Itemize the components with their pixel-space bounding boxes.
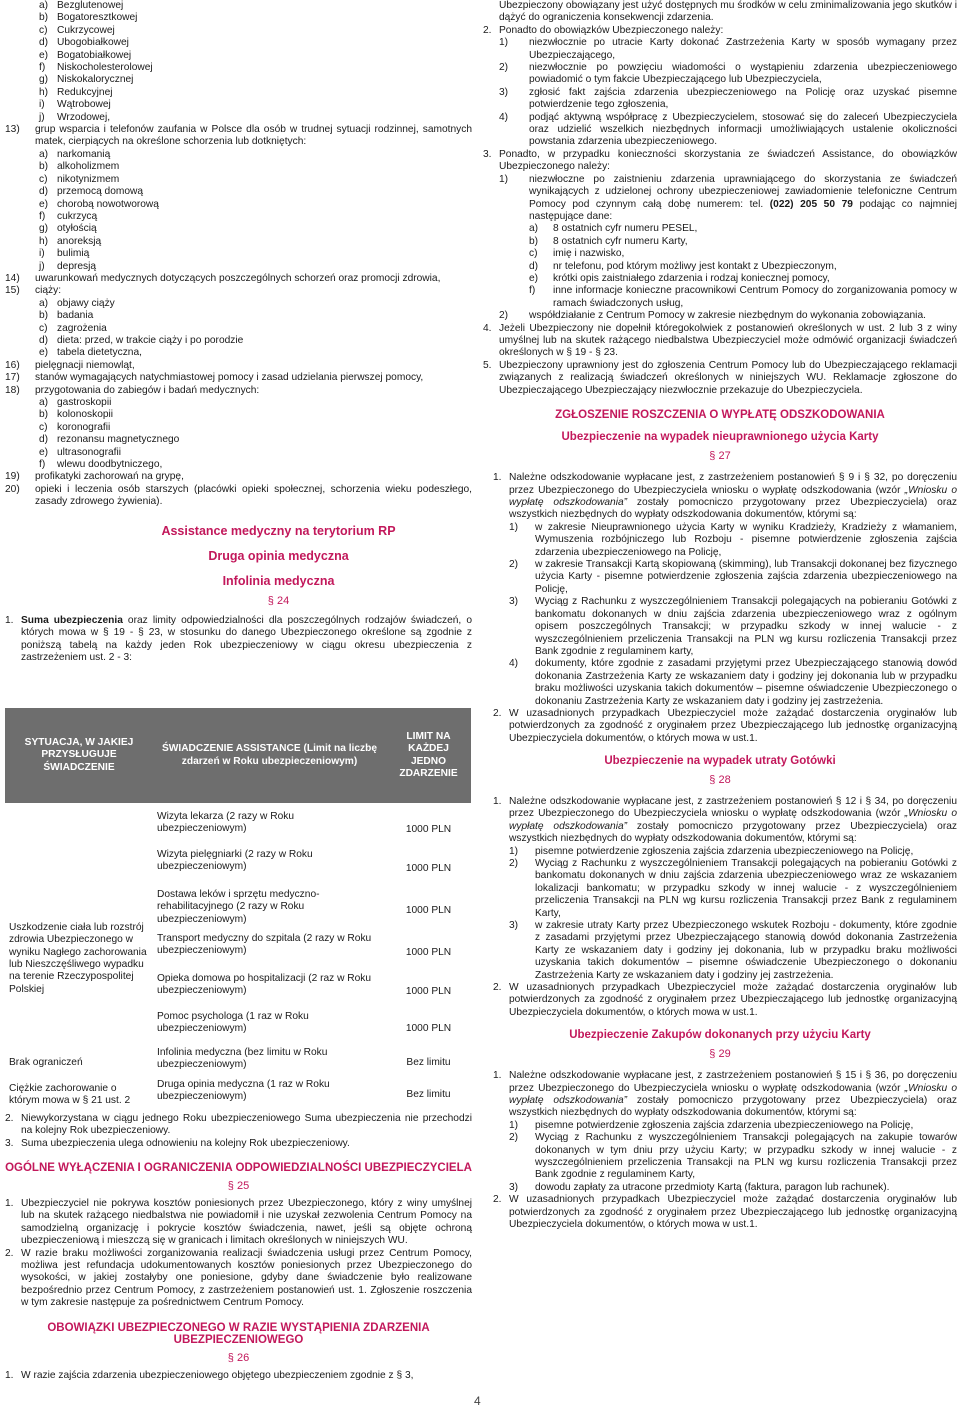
limit-cell: Bez limitu	[406, 1088, 451, 1100]
list-item-label: f)	[529, 285, 536, 297]
list-item	[509, 1132, 957, 1182]
list-item	[39, 37, 472, 49]
paragraph-27-1: 1. Należne odszkodowanie wypłacane jest, z zastrzeżeniem postanowień § 9 i § 32, po doręczeniu przez Ubezpieczonego do Ubezpieczyciela wniosku o wypłatę odszkodowania (wzór „Wniosku o wypłatę odszkodowania” zostały pomocniczo przygotowany przez Ubezpieczyciela) oraz wszystkich niezbędnych do wypłaty odszkodowania dokumentów, którymi są:	[493, 472, 957, 521]
list-item	[39, 25, 472, 37]
item-16: 16) pielęgnacji niemowląt,	[5, 359, 135, 371]
list-item-label: d)	[39, 434, 49, 446]
benefit-cell: Wizyta lekarza (2 razy w Roku ubezpieczeniowym)	[157, 811, 294, 835]
paragraph-26-3-2: 2) współdziałanie z Centrum Pomocy w zakresie niezbędnym do wykonania zobowiązania.	[499, 310, 926, 322]
right-column	[483, 0, 957, 1231]
limit-cell: 1000 PLN	[405, 823, 452, 835]
list-item	[39, 211, 472, 223]
item-14: 14) uwarunkowań medycznych dotyczących poszczególnych schorzeń oraz promocji zdrowia,	[5, 272, 441, 284]
support-list	[5, 149, 472, 273]
list-item-text: Wyciąg z Rachunku z wyszczególnieniem Transakcji polegających na pobieraniu Gotówki z bankomatu dokonanych w dniu zajścia zdarzenia ubezpieczeniowego wraz ze wskazaniem lokalizacji bankomatu; w przypadku szkody w innej walucie - z wyszczególnieniem przeliczenia Transakcji na PLN wg kursu rozliczenia Transakcji przez Bank z regulaminem Karty,	[535, 858, 957, 919]
list-item-label: 3)	[509, 596, 519, 608]
list-item-text: dowodu zapłaty za utracone przedmioty Kartą (faktura, paragon lub rachunek).	[535, 1181, 890, 1193]
paragraph-28-1: 1. Należne odszkodowanie wypłacane jest, z zastrzeżeniem postanowień § 12 i § 34, po doręczeniu przez Ubezpieczonego do Ubezpieczyciela wniosku o wypłatę odszkodowania (wzór „Wniosku o wypłatę odszkodowania” zostały pomocniczo przygotowany przez Ubezpieczyciela) oraz wszystkich niezbędnych do wypłaty odszkodowania dokumentów, którymi są:	[493, 795, 957, 845]
list-item-label: b)	[39, 310, 49, 322]
situation-cell: Brak ograniczeń	[9, 1056, 83, 1068]
list-item-text: ultrasonografii	[57, 446, 121, 458]
list-item-label: a)	[39, 0, 49, 11]
pregnancy-list	[5, 298, 472, 360]
item-13: 13) grup wsparcia i telefonów zaufania w Polsce dla osób w trudnej sytuacji rodzinnej, samotnych matek, cierpiących na określone schorzenia lub dotkniętych:	[5, 124, 472, 148]
phone-number: (022) 205 50 79	[769, 198, 853, 210]
list-item-label: f)	[39, 62, 46, 74]
list-item-text: nr telefonu, pod którym możliwy jest kontakt z Ubezpieczonym,	[553, 260, 837, 272]
section-26: § 26	[227, 1351, 250, 1364]
list-item-label: e)	[39, 198, 49, 210]
list-item-label: 1)	[499, 37, 509, 49]
list-item-text: objawy ciąży	[57, 297, 115, 309]
heading-assistance: Assistance medyczny na terytorium RP	[161, 523, 396, 538]
list-item-label: i)	[39, 99, 45, 111]
list-item	[509, 1120, 957, 1132]
header-situation: SYTUACJA, W JAKIEJ PRZYSŁUGUJE ŚWIADCZENIE	[5, 708, 153, 803]
heading-purchases: Ubezpieczenie Zakupów dokonanych przy użyciu Karty	[569, 1029, 871, 1042]
list-item-text: wlewu doodbytniczego,	[57, 459, 163, 471]
list-item-label: e)	[39, 446, 49, 458]
list-item-text: 8 ostatnich cyfr numeru Karty,	[553, 235, 688, 247]
assistance-table	[5, 708, 471, 1111]
benefit-cell: Wizyta pielęgniarki (2 razy w Roku ubezpieczeniowym)	[157, 849, 313, 873]
list-item-text: gastroskopii	[57, 397, 112, 408]
situation-cell: Uszkodzenie ciała lub rozstrój zdrowia Ubezpieczonego w wyniku Nagłego zachorowania lub Nieszczęśliwego wypadku na terenie Rzeczypospolitej Polskiej	[9, 921, 147, 995]
list-item-label: d)	[39, 37, 49, 49]
list-item-text: Niskokalorycznej	[57, 74, 134, 86]
list-item	[39, 62, 472, 74]
list-item-label: b)	[39, 161, 49, 173]
list-item-label: 1)	[509, 521, 519, 533]
heading-obligations: OBOWIĄZKI UBEZPIECZONEGO W RAZIE WYSTĄPIENIA ZDARZENIA UBEZPIECZENIOWEGO	[47, 1321, 430, 1347]
list-item-text: w zakresie Nieuprawnionego użycia Karty w wyniku Kradzieży, Kradzieży z włamaniem, Wymuszenia rozbójniczego lub Rozboju - pisemne potwierdzenie zgłoszenia zajścia zdarzenia ubezpieczeniowego na Policję,	[535, 521, 957, 558]
list-item-label: 3)	[509, 1181, 519, 1193]
list-item-label: d)	[529, 260, 539, 272]
list-item-text: Wrzodowej,	[57, 111, 111, 123]
list-item	[39, 397, 472, 409]
list-item-text: inne informacje konieczne pracownikowi Centrum Pomocy do zorganizowania pomocy w ramach świadczonych usług,	[553, 285, 957, 309]
list-item	[529, 261, 957, 273]
paragraph-26-1: 1. W razie zajścia zdarzenia ubezpieczeniowego objętego ubezpieczeniem zgodnie z § 3,	[5, 1369, 414, 1381]
list-item	[39, 87, 472, 99]
list-item-label: h)	[39, 86, 49, 98]
list-item	[39, 459, 472, 471]
list-item-label: e)	[529, 272, 539, 284]
header-benefit: ŚWIADCZENIE ASSISTANCE (Limit na liczbę zdarzeń w Roku ubezpieczeniowym)	[153, 708, 386, 803]
list-item-label: 3)	[499, 86, 509, 98]
heading-cash: Ubezpieczenie na wypadek utraty Gotówki	[604, 755, 836, 768]
list-item-text: w zakresie Transakcji Kartą skopiowaną (skimming), lub Transakcji dokonanej bez fizycznego użycia Karty - pisemne potwierdzenie zgłoszenia zajścia zdarzenia ubezpieczeniowego na Policję,	[535, 559, 957, 595]
list-item-text: pisemne potwierdzenie zgłoszenia zajścia zdarzenia ubezpieczeniowego na Policję,	[535, 845, 914, 857]
list-item-text: Bogatoresztkowej	[57, 12, 138, 24]
list-item-text: koronografii	[57, 421, 111, 433]
list-item	[39, 161, 472, 173]
list-item	[499, 112, 957, 149]
list-item-label: 4)	[509, 658, 519, 670]
list-item-label: e)	[39, 49, 49, 61]
list-item-text: niezwłocznie po powzięciu wiadomości o wystąpieniu zdarzenia ubezpieczeniowego powiadomić o tym fakcie Ubezpieczającego lub Ubezpieczyciela,	[529, 62, 957, 86]
list-item	[39, 50, 472, 62]
list-item-text: Bezglutenowej	[57, 0, 124, 11]
heading-second-opinion: Druga opinia medyczna	[208, 548, 349, 563]
list-item-label: 1)	[509, 1119, 519, 1131]
paragraph-26-2: 2. Ponadto do obowiązków Ubezpieczonego należy:	[483, 24, 724, 36]
list-item	[509, 522, 957, 559]
list-item	[39, 174, 472, 186]
cash-documents-list	[483, 846, 957, 982]
list-item-text: otyłością	[57, 223, 97, 235]
item-17: 17) stanów wymagających natychmiastowej pomocy i zasad udzielania pierwszej pomocy,	[5, 372, 424, 384]
list-item-text: bulimią	[57, 248, 90, 260]
benefit-cell: Opieka domowa po hospitalizacji (2 raz w Roku ubezpieczeniowym)	[157, 973, 372, 997]
item-19: 19) profikatyki zachorowań na grypę,	[5, 471, 184, 483]
list-item-label: b)	[39, 409, 49, 421]
limit-cell: Bez limitu	[406, 1056, 451, 1068]
heading-card: Ubezpieczenie na wypadek nieuprawnionego użycia Karty	[561, 431, 879, 444]
table-row	[5, 1079, 471, 1111]
list-item	[529, 223, 957, 235]
list-item-label: g)	[39, 223, 49, 235]
list-item	[39, 149, 472, 161]
list-item-text: Cukrzycowej	[57, 24, 115, 36]
list-item	[39, 248, 472, 260]
paragraph-24-1: 1. Suma ubezpieczenia oraz limity odpowiedzialności dla poszczególnych rodzajów świadczeń, o których mowa w § 19 - § 23, w stosunku do danego Ubezpieczonego określone są zgodnie z poniższą tabelą na każdy jeden Rok ubezpieczeniowy w ciągu okresu ubezpieczenia z zastrzeżeniem ust. 2 - 3:	[5, 615, 472, 664]
list-item-text: dieta: przed, w trakcie ciąży i po porodzie	[57, 334, 244, 346]
list-item	[39, 12, 472, 24]
list-item	[39, 223, 472, 235]
limit-cell: 1000 PLN	[405, 985, 452, 997]
list-item	[39, 335, 472, 347]
list-item-text: krótki opis zaistniałego zdarzenia i rodzaj koniecznej pomocy,	[553, 272, 830, 284]
list-item-label: 3)	[509, 920, 519, 932]
exam-list	[5, 397, 472, 471]
list-item-label: 4)	[499, 111, 509, 123]
list-item-text: tabela dietetyczna,	[57, 347, 142, 359]
paragraph-25-2: 2. W razie braku możliwości zorganizowania realizacji świadczenia usługi przez Centrum Pomocy, możliwa jest refundacja udokumentowanych kosztów poniesionych przez Ubezpieczonego do wysokości, w jakiej zostałyby one poniesione, gdyby dane świadczenie było realizowane bezpośrednio przez Centrum Pomocy, z zastrzeżeniem postanowień ust. 1. Zgłoszenie roszczenia w tym zakresie następuje za pośrednictwem Centrum Pomocy.	[5, 1247, 472, 1309]
list-item	[529, 273, 957, 285]
list-item-label: 2)	[509, 1132, 519, 1144]
paragraph-24-2: 2. Niewykorzystana w ciągu jednego Roku ubezpieczeniowego Suma ubezpieczenia nie przechodzi na kolejny Rok ubezpieczeniowy.	[5, 1113, 472, 1137]
list-item	[39, 0, 472, 12]
list-item-label: e)	[39, 347, 49, 359]
list-item	[39, 409, 472, 421]
list-item-text: Bogatobiałkowej	[57, 49, 132, 61]
list-item-label: c)	[39, 421, 48, 433]
list-item	[39, 434, 472, 446]
purchase-documents-list	[483, 1120, 957, 1194]
benefit-cell: Transport medyczny do szpitala (2 razy w Roku ubezpieczeniowym)	[157, 933, 372, 957]
list-item-text: Redukcyjnej	[57, 86, 113, 98]
paragraph-29-2: 2. W uzasadnionych przypadkach Ubezpieczyciel może zażądać dostarczenia oryginałów lub potwierdzonych za zgodność z oryginałem przez Ubezpieczającego lub jednostkę organizacyjną Ubezpieczyciela dokumentów, o których mowa w ust.1.	[493, 1194, 957, 1230]
list-item-text: niezwłocznie po utracie Karty dokonać Zastrzeżenia Karty w sposób wymagany przez Ubezpieczającego,	[529, 37, 957, 61]
limit-cell: 1000 PLN	[405, 904, 452, 916]
section-28: § 28	[709, 773, 731, 786]
list-item	[39, 422, 472, 434]
list-item	[39, 298, 472, 310]
section-29: § 29	[709, 1047, 731, 1060]
list-item-text: nikotynizmem	[57, 173, 120, 185]
list-item-label: a)	[39, 397, 49, 408]
benefit-cell: Dostawa leków i sprzętu medyczno-rehabilitacyjnego (2 razy w Roku ubezpieczeniowym)	[157, 889, 320, 925]
left-column	[5, 0, 472, 665]
list-item-label: 2)	[509, 559, 519, 571]
list-item-label: f)	[39, 210, 46, 222]
list-item	[509, 559, 957, 596]
list-item	[39, 347, 472, 359]
list-item-label: c)	[529, 248, 538, 260]
limit-cell: 1000 PLN	[405, 862, 452, 874]
list-item-label: j)	[39, 260, 45, 272]
obligations-list	[483, 37, 957, 149]
paragraph-26-4: 4. Jeżeli Ubezpieczony nie dopełnił któregokolwiek z postanowień określonych w ust. 2 lub 3 z winy umyślnej lub na skutek rażącego niedbalstwa Ubezpieczyciel może odmówić organizacji świadczeń określonych w § 19 - § 23.	[483, 322, 957, 359]
list-item-label: a)	[529, 223, 539, 235]
list-item-text: cukrzycą	[57, 210, 98, 222]
list-item-label: a)	[39, 297, 49, 309]
list-item-text: rezonansu magnetycznego	[57, 434, 180, 446]
list-item-text: depresją	[57, 260, 97, 272]
list-item	[499, 62, 957, 87]
list-item-label: c)	[39, 24, 48, 36]
list-item-label: c)	[39, 322, 48, 334]
table-row	[5, 1047, 471, 1079]
paragraph-26-3: 3. Ponadto, w przypadku konieczności skorzystania ze świadczeń Assistance, do obowiązków Ubezpieczonego należy:	[483, 148, 957, 173]
list-item-text: Niskocholesterolowej	[57, 62, 153, 74]
paragraph-25-1: 1. Ubezpieczyciel nie pokrywa kosztów poniesionych przez Ubezpieczonego, który z winy umyślnej lub na skutek rażącego niedbalstwa nie powiadomił i nie uzyskał zezwolenia Centrum Pomocy na samodzielną organizację i pokrycie kosztów świadczenia, nawet, jeśli są objęte ochroną ubezpieczeniową i mieszczą się w granicach i limitach określonych w niniejszych WU.	[5, 1198, 472, 1247]
list-item-label: g)	[39, 74, 49, 86]
paragraph-27-2: 2. W uzasadnionych przypadkach Ubezpieczyciel może zażądać dostarczenia oryginałów lub potwierdzonych za zgodność z oryginałem przez Ubezpieczającego lub jednostkę organizacyjną Ubezpieczyciela dokumentów, o których mowa w ust.1.	[493, 707, 957, 744]
left-bottom	[5, 1113, 472, 1382]
list-item-label: i)	[39, 248, 45, 260]
list-item-text: alkoholizmem	[57, 161, 120, 173]
list-item-label: d)	[39, 334, 49, 346]
table-row	[5, 811, 471, 849]
list-item	[509, 1182, 957, 1194]
header-limit: LIMIT NA KAŻDEJ JEDNO ZDARZENIE	[386, 708, 471, 803]
list-item-text: podjąć aktywną współpracę z Ubezpieczycielem, stosować się do zaleceń Ubezpieczyciela oraz udzielić wszelkich niezbędnych informacji umożliwiających ustalenie okoliczności powstania zdarzenia ubezpieczeniowego.	[529, 111, 957, 148]
list-item-text: Wątrobowej	[57, 99, 111, 111]
item-18: 18) przygotowania do zabiegów i badań medycznych:	[5, 384, 260, 396]
paragraph-26-5: 5. Ubezpieczony uprawniony jest do zgłoszenia Centrum Pomocy lub do Ubezpieczającego reklamacji związanych z realizacją świadczeń określonych w niniejszych WU. Reklamacje zgłoszone do Ubezpieczającego Ubezpieczający niezwłocznie przekazuje do Ubezpieczyciela.	[483, 359, 957, 396]
list-item	[529, 248, 957, 260]
list-item-label: 2)	[509, 858, 519, 869]
list-item-label: b)	[529, 235, 539, 247]
list-item	[509, 596, 957, 658]
list-item-text: Wyciąg z Rachunku z wyszczególnieniem Transakcji polegających na zakupie towarów dokonanych w tym dniu przy użyciu Karty; w przypadku szkody w innej walucie - z wyszczególnieniem przeliczenia Transakcji na PLN wg kursu rozliczenia Transakcji przez Bank zgodnie z regulaminem Karty,	[535, 1132, 957, 1181]
item-20: 20) opieki i leczenia osób starszych (placówki opieki społecznej, schorzenia wieku podeszłego, zasady zdrowego żywienia).	[5, 483, 472, 508]
list-item-label: f)	[39, 459, 46, 471]
list-item	[529, 285, 957, 310]
list-item-label: 2)	[499, 62, 509, 74]
list-item-text: zagrożenia	[57, 322, 107, 334]
list-item	[39, 74, 472, 86]
list-item-text: anoreksją	[57, 235, 102, 247]
paragraph-28-2: 2. W uzasadnionych przypadkach Ubezpieczyciel może zażądać dostarczenia oryginałów lub potwierdzonych za zgodność z oryginałem przez Ubezpieczającego lub jednostkę organizacyjną Ubezpieczyciela dokumentów, o których mowa w ust.1.	[493, 982, 957, 1018]
benefit-cell: Infolinia medyczna (bez limitu w Roku ubezpieczeniowym)	[157, 1047, 328, 1071]
list-item-text: narkomanią	[57, 148, 111, 160]
list-item	[499, 87, 957, 112]
list-item-text: chorobą nowotworową	[57, 198, 159, 210]
table-header	[5, 708, 471, 803]
list-item	[509, 846, 957, 858]
list-item-label: a)	[39, 148, 49, 160]
list-item	[529, 236, 957, 248]
page-number: 4	[474, 1394, 481, 1408]
list-item	[39, 447, 472, 459]
list-item-label: d)	[39, 186, 49, 198]
heading-claim: ZGŁOSZENIE ROSZCZENIA O WYPŁATĘ ODSZKODOWANIA	[555, 409, 885, 421]
limit-cell: 1000 PLN	[405, 946, 452, 958]
list-item-text: kolonoskopii	[57, 409, 114, 421]
list-item	[509, 920, 957, 982]
paragraph-26-1-cont: Ubezpieczony obowiązany jest użyć dostępnych mu środków w celu zminimalizowania jego skutków i dążyć do ograniczenia konsekwencji zdarzenia.	[499, 0, 957, 24]
heading-exclusions: OGÓLNE WYŁĄCZENIA I OGRANICZENIA ODPOWIEDZIALNOŚCI UBEZPIECZYCIELA	[5, 1162, 472, 1175]
heading-infolinia: Infolinia medyczna	[222, 573, 335, 588]
list-item-text: zgłosić fakt zajścia zdarzenia ubezpieczeniowego na Policję oraz uzyskać pisemne potwierdzenie tego zgłoszenia,	[529, 86, 957, 111]
list-item	[39, 112, 472, 124]
list-item	[39, 186, 472, 198]
list-item-label: 1)	[509, 845, 519, 857]
list-item-text: 8 ostatnich cyfr numeru PESEL,	[553, 223, 698, 235]
list-item	[39, 310, 472, 322]
section-27: § 27	[709, 449, 731, 462]
list-item-text: pisemne potwierdzenie zgłoszenia zajścia zdarzenia ubezpieczeniowego na Policję,	[535, 1119, 914, 1131]
section-25: § 25	[227, 1179, 250, 1192]
section-24: § 24	[267, 594, 290, 607]
benefit-cell: Druga opinia medyczna (1 raz w Roku ubezpieczeniowym)	[157, 1079, 330, 1103]
list-item-text: Ubogobiałkowej	[57, 37, 129, 49]
paragraph-26-3-1: 1) niezwłoczne po zaistnieniu zdarzenia uprawniającego do skorzystania ze świadczeń wynikających z udzielonej ochrony ubezpieczeniowej zawiadomienie telefoniczne Centrum Pomocy pod czynnym całą dobę numerem: tel. (022) 205 50 79 podając co najmniej następujące dane:	[499, 173, 958, 222]
list-item	[509, 658, 957, 708]
list-item	[509, 858, 957, 920]
paragraph-29-1: 1. Należne odszkodowanie wypłacane jest, z zastrzeżeniem postanowień § 15 i § 36, po doręczeniu przez Ubezpieczonego do Ubezpieczyciela wniosku o wypłatę odszkodowania (wzór „Wniosku o wypłatę odszkodowania” zostały pomocniczo przygotowany przez Ubezpieczyciela) oraz wszystkich niezbędnych do wypłaty odszkodowania dokumentów, którymi są:	[493, 1070, 957, 1119]
list-item	[499, 37, 957, 62]
limit-cell: 1000 PLN	[405, 1022, 452, 1034]
list-item-label: b)	[39, 12, 49, 24]
list-item-text: przemocą domową	[57, 186, 144, 198]
list-item-text: dokumenty, które zgodnie z zasadami przyjętymi przez Ubezpieczającego stanowią dowód dokonania Zastrzeżenia Karty ze wskazaniem daty i godziny jej dokonania lub w przypadku braku możliwości uzyskania takich dokumentów – pisemne oświadczenie Ubezpieczonego o dokonaniu Zastrzeżenia Karty ze wskazaniem daty i godziny jej zastrzeżenia.	[535, 658, 957, 707]
list-item	[39, 236, 472, 248]
list-item	[39, 261, 472, 273]
list-item	[39, 323, 472, 335]
card-documents-list	[483, 522, 957, 708]
situation-cell: Ciężkie zachorowanie o którym mowa w § 21 ust. 2	[9, 1082, 131, 1106]
list-item-text: badania	[57, 310, 94, 322]
diet-list	[5, 0, 472, 124]
benefit-cell: Pomoc psychologa (1 raz w Roku ubezpieczeniowym)	[157, 1011, 309, 1035]
list-item-label: j)	[39, 111, 45, 123]
list-item-label: h)	[39, 235, 49, 247]
list-item	[39, 99, 472, 111]
list-item-label: c)	[39, 173, 48, 185]
list-item-text: imię i nazwisko,	[553, 248, 625, 260]
item-15: 15) ciąży:	[5, 285, 62, 297]
caller-data-list	[483, 223, 957, 310]
list-item	[39, 199, 472, 211]
list-item-text: w zakresie utraty Karty przez Ubezpieczonego wskutek Rozboju - dokumenty, które zgodnie z zasadami przyjętymi przez Ubezpieczającego stanowią dowód dokonania Zastrzeżenia Karty ze wskazaniem daty i godziny jej dokonania, lub w przypadku braku możliwości uzyskania takich dokumentów – pisemne oświadczenie Ubezpieczonego o dokonaniu Zastrzeżenia Karty ze wskazaniem daty i godziny jej zastrzeżenia.	[535, 920, 957, 981]
list-item-text: Wyciąg z Rachunku z wyszczególnieniem Transakcji polegających na pobieraniu Gotówki z bankomatu dokonanych w dniu zajścia zdarzenia ubezpieczeniowego wraz z ogólnym opisem poszczególnych Transakcji; w przypadku szkody w innej walucie - z wyszczególnieniem przeliczenia Transakcji na PLN wg kursu rozliczenia Transakcji przez Bank zgodnie z regulaminem karty,	[535, 596, 957, 657]
paragraph-24-3: 3. Suma ubezpieczenia ulega odnowieniu na kolejny Rok ubezpieczeniowy.	[5, 1137, 350, 1149]
